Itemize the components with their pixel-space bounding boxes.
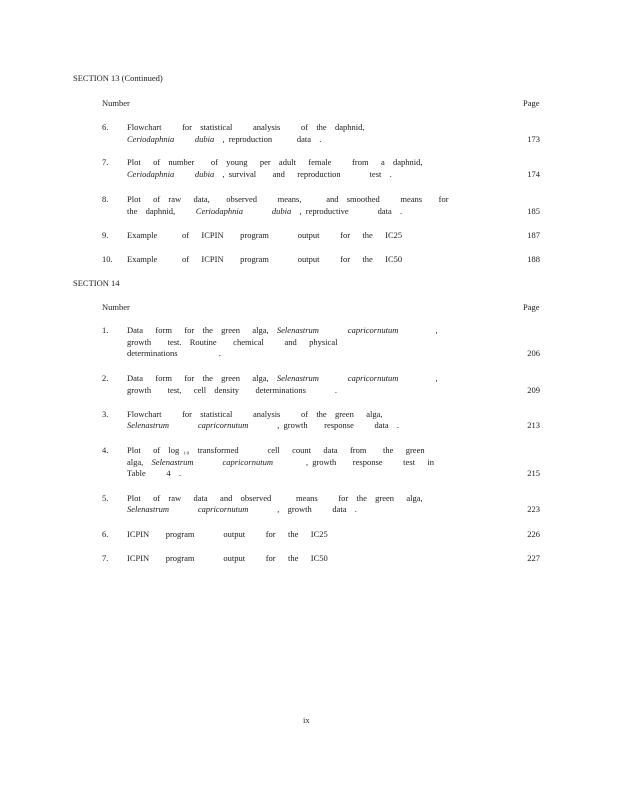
entry-page: 223	[527, 504, 540, 514]
page-footer-number: ix	[303, 715, 310, 725]
entry-number: 3.	[102, 408, 109, 419]
entry-page: 173	[527, 133, 540, 144]
entry-number: 6.	[102, 528, 109, 539]
page-column-header: Page	[523, 98, 540, 108]
entry-page: 188	[527, 253, 540, 264]
species-name: Selenastrum capricornutum	[127, 504, 249, 514]
entry-line: Selenastrum capricornutum , growth response data .	[127, 420, 400, 430]
entry-number: 10.	[102, 253, 113, 264]
entry-line: Ceriodaphnia dubia , reproduction data .	[127, 133, 322, 144]
entry-line: Ceriodaphnia dubia , survival and reproduction test .	[127, 168, 392, 179]
entry-line: Flowchart for statistical analysis of the daphnid,	[127, 122, 365, 132]
entry-line: Example of ICPIN program output for the IC25	[127, 229, 403, 240]
entry-line: Plot of log ₁₀ transformed cell count data from the green	[127, 445, 425, 455]
entry-number: 1.	[102, 325, 109, 335]
entry-page: 226	[527, 528, 540, 539]
entry-number: 5.	[102, 492, 109, 503]
entry-line: Plot of raw data and observed means for the green alga,	[127, 492, 423, 503]
entry-number: 2.	[102, 373, 109, 383]
entry-line: Example of ICPIN program output for the IC50	[127, 253, 403, 264]
entry-number: 8.	[102, 194, 109, 204]
entry-page: 206	[527, 348, 540, 358]
entry-line: Data form for the green alga, Selenastrum capricornutum ,	[127, 325, 438, 335]
entry-line: ICPIN program output for the IC25	[127, 528, 328, 539]
section-13-heading: SECTION 13 (Continued)	[73, 73, 163, 83]
entry-number: 4.	[102, 445, 109, 455]
entry-line: the daphnid, Ceriodaphnia dubia , reproductive data .	[127, 205, 403, 216]
number-column-header: Number	[102, 301, 130, 312]
entry-line: Plot of raw data, observed means, and smoothed means for	[127, 194, 449, 204]
entry-page: 174	[527, 168, 540, 179]
entry-line: ICPIN program output for the IC50	[127, 552, 328, 563]
species-name: Ceriodaphnia dubia	[127, 133, 215, 144]
entry-line: alga, Selenastrum capricornutum , growth response test in	[127, 456, 434, 467]
species-name: Selenastrum capricornutum	[151, 456, 273, 467]
number-column-header: Number	[102, 98, 130, 108]
entry-line: Plot of number of young per adult female from a daphnid,	[127, 157, 423, 167]
entry-page: 185	[527, 205, 540, 216]
entry-page: 227	[527, 552, 540, 563]
entry-line: Table 4 .	[127, 468, 182, 478]
section-14-heading: SECTION 14	[73, 277, 120, 288]
entry-line: determinations .	[127, 348, 221, 358]
entry-line: Flowchart for statistical analysis of the green alga,	[127, 408, 383, 419]
entry-number: 6.	[102, 122, 109, 132]
species-name: Ceriodaphnia dubia	[195, 205, 292, 216]
entry-line: Data form for the green alga, Selenastrum capricornutum ,	[127, 373, 438, 383]
entry-line: Selenastrum capricornutum , growth data .	[127, 504, 357, 514]
entry-page: 213	[527, 420, 540, 430]
species-name: Selenastrum capricornutum	[276, 373, 399, 383]
entry-line: growth test, cell density determinations .	[127, 384, 337, 395]
species-name: Selenastrum capricornutum	[276, 325, 399, 335]
entry-number: 7.	[102, 157, 109, 167]
entry-page: 187	[527, 229, 540, 240]
entry-page: 209	[527, 384, 540, 395]
entry-number: 7.	[102, 552, 109, 563]
entry-line: growth test. Routine chemical and physical	[127, 336, 338, 347]
species-name: Selenastrum capricornutum	[127, 420, 249, 430]
entry-page: 215	[527, 468, 540, 478]
entry-number: 9.	[102, 229, 109, 240]
species-name: Ceriodaphnia dubia	[127, 168, 215, 179]
page-column-header: Page	[523, 301, 540, 312]
